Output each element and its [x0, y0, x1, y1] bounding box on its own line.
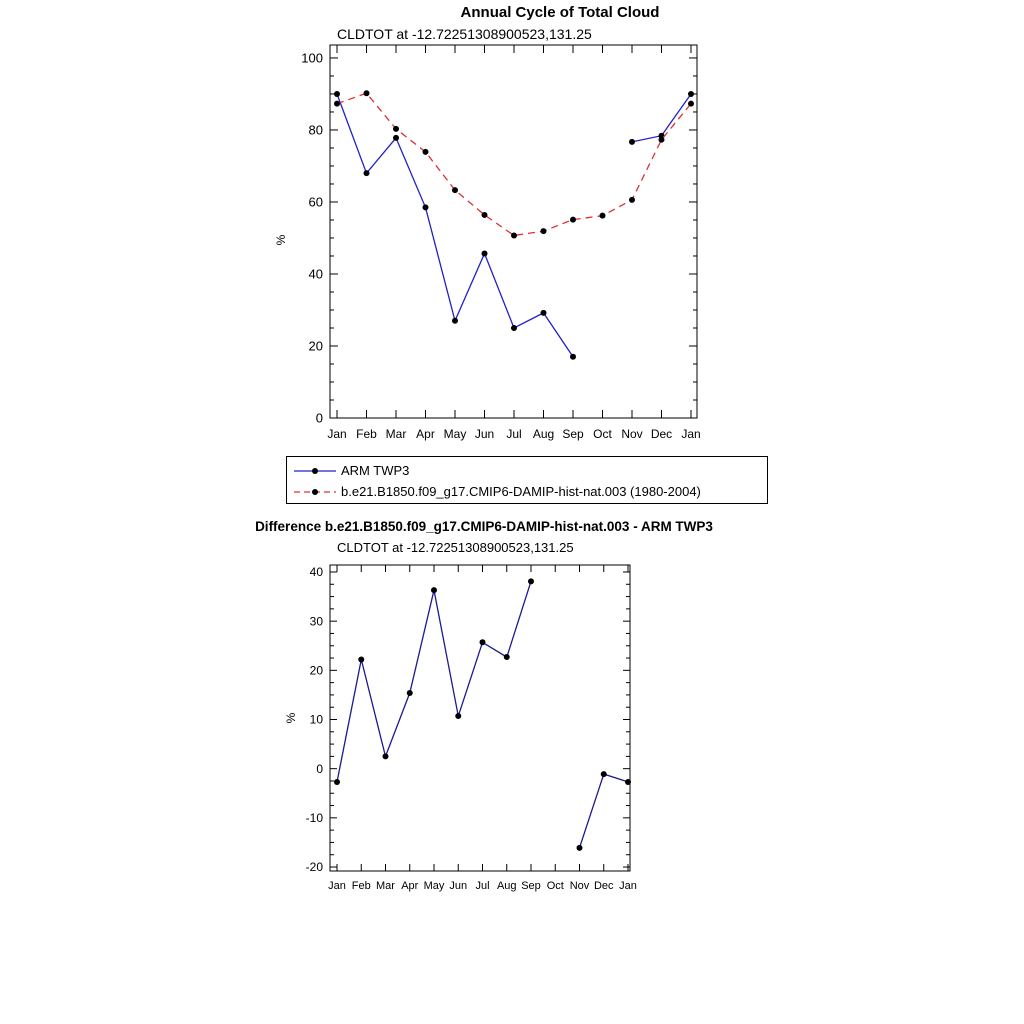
svg-text:100: 100 [301, 50, 323, 66]
data-point-marker [629, 139, 635, 145]
legend-label-model: b.e21.B1850.f09_g17.CMIP6-DAMIP-hist-nat.003 (1980-2004) [341, 484, 701, 499]
svg-text:Mar: Mar [385, 427, 407, 441]
legend-marker-dot-icon [312, 489, 318, 495]
series-0 [334, 578, 631, 851]
svg-text:Oct: Oct [546, 880, 564, 892]
data-point-marker [625, 779, 631, 785]
svg-text:Aug: Aug [496, 880, 517, 892]
svg-text:Nov: Nov [569, 880, 590, 892]
legend-label-arm-twp3: ARM TWP3 [341, 463, 410, 478]
svg-text:Dec: Dec [650, 427, 673, 441]
data-point-marker [504, 654, 510, 660]
top-chart [270, 40, 740, 460]
svg-text:Sep: Sep [562, 427, 584, 441]
svg-text:40: 40 [308, 266, 323, 282]
data-point-marker [541, 310, 547, 316]
series-1 [334, 90, 694, 238]
bottom-chart-title: Difference b.e21.B1850.f09_g17.CMIP6-DAMIP-hist-nat.003 - ARM TWP3 [255, 519, 713, 534]
svg-text:30: 30 [309, 614, 323, 629]
svg-text:Dec: Dec [593, 880, 614, 892]
data-point-marker [511, 325, 517, 331]
svg-text:0: 0 [315, 410, 323, 426]
svg-text:80: 80 [308, 122, 323, 138]
legend-item-arm-twp3 [292, 460, 767, 481]
legend-marker-dot-icon [312, 468, 318, 474]
series-line [337, 581, 628, 848]
data-point-marker [364, 90, 370, 96]
data-point-marker [393, 135, 399, 141]
plot-frame [330, 565, 630, 871]
data-point-marker [334, 779, 340, 785]
svg-text:Jul: Jul [475, 880, 490, 892]
svg-text:0: 0 [316, 761, 323, 776]
data-point-marker [431, 587, 437, 593]
series-line [337, 94, 691, 357]
svg-text:Jun: Jun [474, 427, 495, 441]
data-point-marker [383, 753, 389, 759]
svg-text:10: 10 [309, 712, 323, 727]
data-point-marker [528, 578, 534, 584]
data-point-marker [358, 657, 364, 663]
y-axis-title: % [274, 234, 288, 246]
top-chart-subtitle: CLDTOT at -12.72251308900523,131.25 [337, 26, 592, 42]
data-point-marker [541, 228, 547, 234]
bottom-chart [280, 555, 680, 900]
svg-text:Nov: Nov [621, 427, 643, 441]
svg-text:Sep: Sep [521, 880, 541, 892]
svg-text:Apr: Apr [401, 880, 419, 892]
legend-line-sample-dashed [292, 485, 338, 499]
svg-text:Jul: Jul [506, 427, 522, 441]
data-point-marker [482, 212, 488, 218]
data-point-marker [570, 217, 576, 223]
data-point-marker [601, 771, 607, 777]
data-point-marker [688, 91, 694, 97]
legend [286, 456, 768, 504]
legend-item-model [292, 481, 767, 502]
svg-text:20: 20 [308, 338, 323, 354]
data-point-marker [334, 101, 340, 107]
data-point-marker [407, 690, 413, 696]
data-point-marker [688, 101, 694, 107]
data-point-marker [480, 639, 486, 645]
svg-text:Jan: Jan [619, 880, 637, 892]
plot-frame [330, 45, 697, 418]
svg-text:May: May [443, 427, 467, 441]
top-chart-title: Annual Cycle of Total Cloud [460, 4, 660, 21]
y-axis [306, 565, 630, 874]
data-point-marker [511, 232, 517, 238]
svg-text:Jun: Jun [449, 880, 468, 892]
legend-line-sample-solid [292, 464, 338, 478]
data-point-marker [452, 187, 458, 193]
data-point-marker [423, 149, 429, 155]
data-point-marker [659, 137, 665, 143]
svg-text:60: 60 [308, 194, 323, 210]
svg-text:40: 40 [309, 565, 323, 580]
data-point-marker [423, 204, 429, 210]
data-point-marker [600, 213, 606, 219]
data-point-marker [364, 170, 370, 176]
svg-text:-20: -20 [305, 860, 323, 875]
svg-text:Aug: Aug [532, 427, 555, 441]
bottom-chart-subtitle: CLDTOT at -12.72251308900523,131.25 [337, 540, 574, 555]
data-point-marker [482, 250, 488, 256]
svg-text:Jan: Jan [327, 427, 347, 441]
x-axis [327, 45, 700, 441]
x-axis [328, 565, 637, 892]
y-axis-title: % [284, 712, 298, 724]
svg-text:Apr: Apr [416, 427, 435, 441]
data-point-marker [393, 126, 399, 132]
data-point-marker [452, 318, 458, 324]
data-point-marker [334, 91, 340, 97]
data-point-marker [577, 845, 583, 851]
svg-text:Jan: Jan [681, 427, 701, 441]
svg-text:Mar: Mar [376, 880, 395, 892]
data-point-marker [455, 713, 461, 719]
y-axis [301, 51, 697, 426]
data-point-marker [570, 354, 576, 360]
data-point-marker [629, 197, 635, 203]
svg-text:Jan: Jan [328, 880, 346, 892]
svg-text:Feb: Feb [356, 427, 377, 441]
svg-text:May: May [423, 880, 445, 892]
svg-text:-10: -10 [305, 811, 323, 826]
svg-text:20: 20 [309, 663, 323, 678]
series-line [337, 93, 691, 235]
svg-text:Oct: Oct [593, 427, 612, 441]
svg-text:Feb: Feb [351, 880, 371, 892]
series-0 [334, 91, 694, 360]
